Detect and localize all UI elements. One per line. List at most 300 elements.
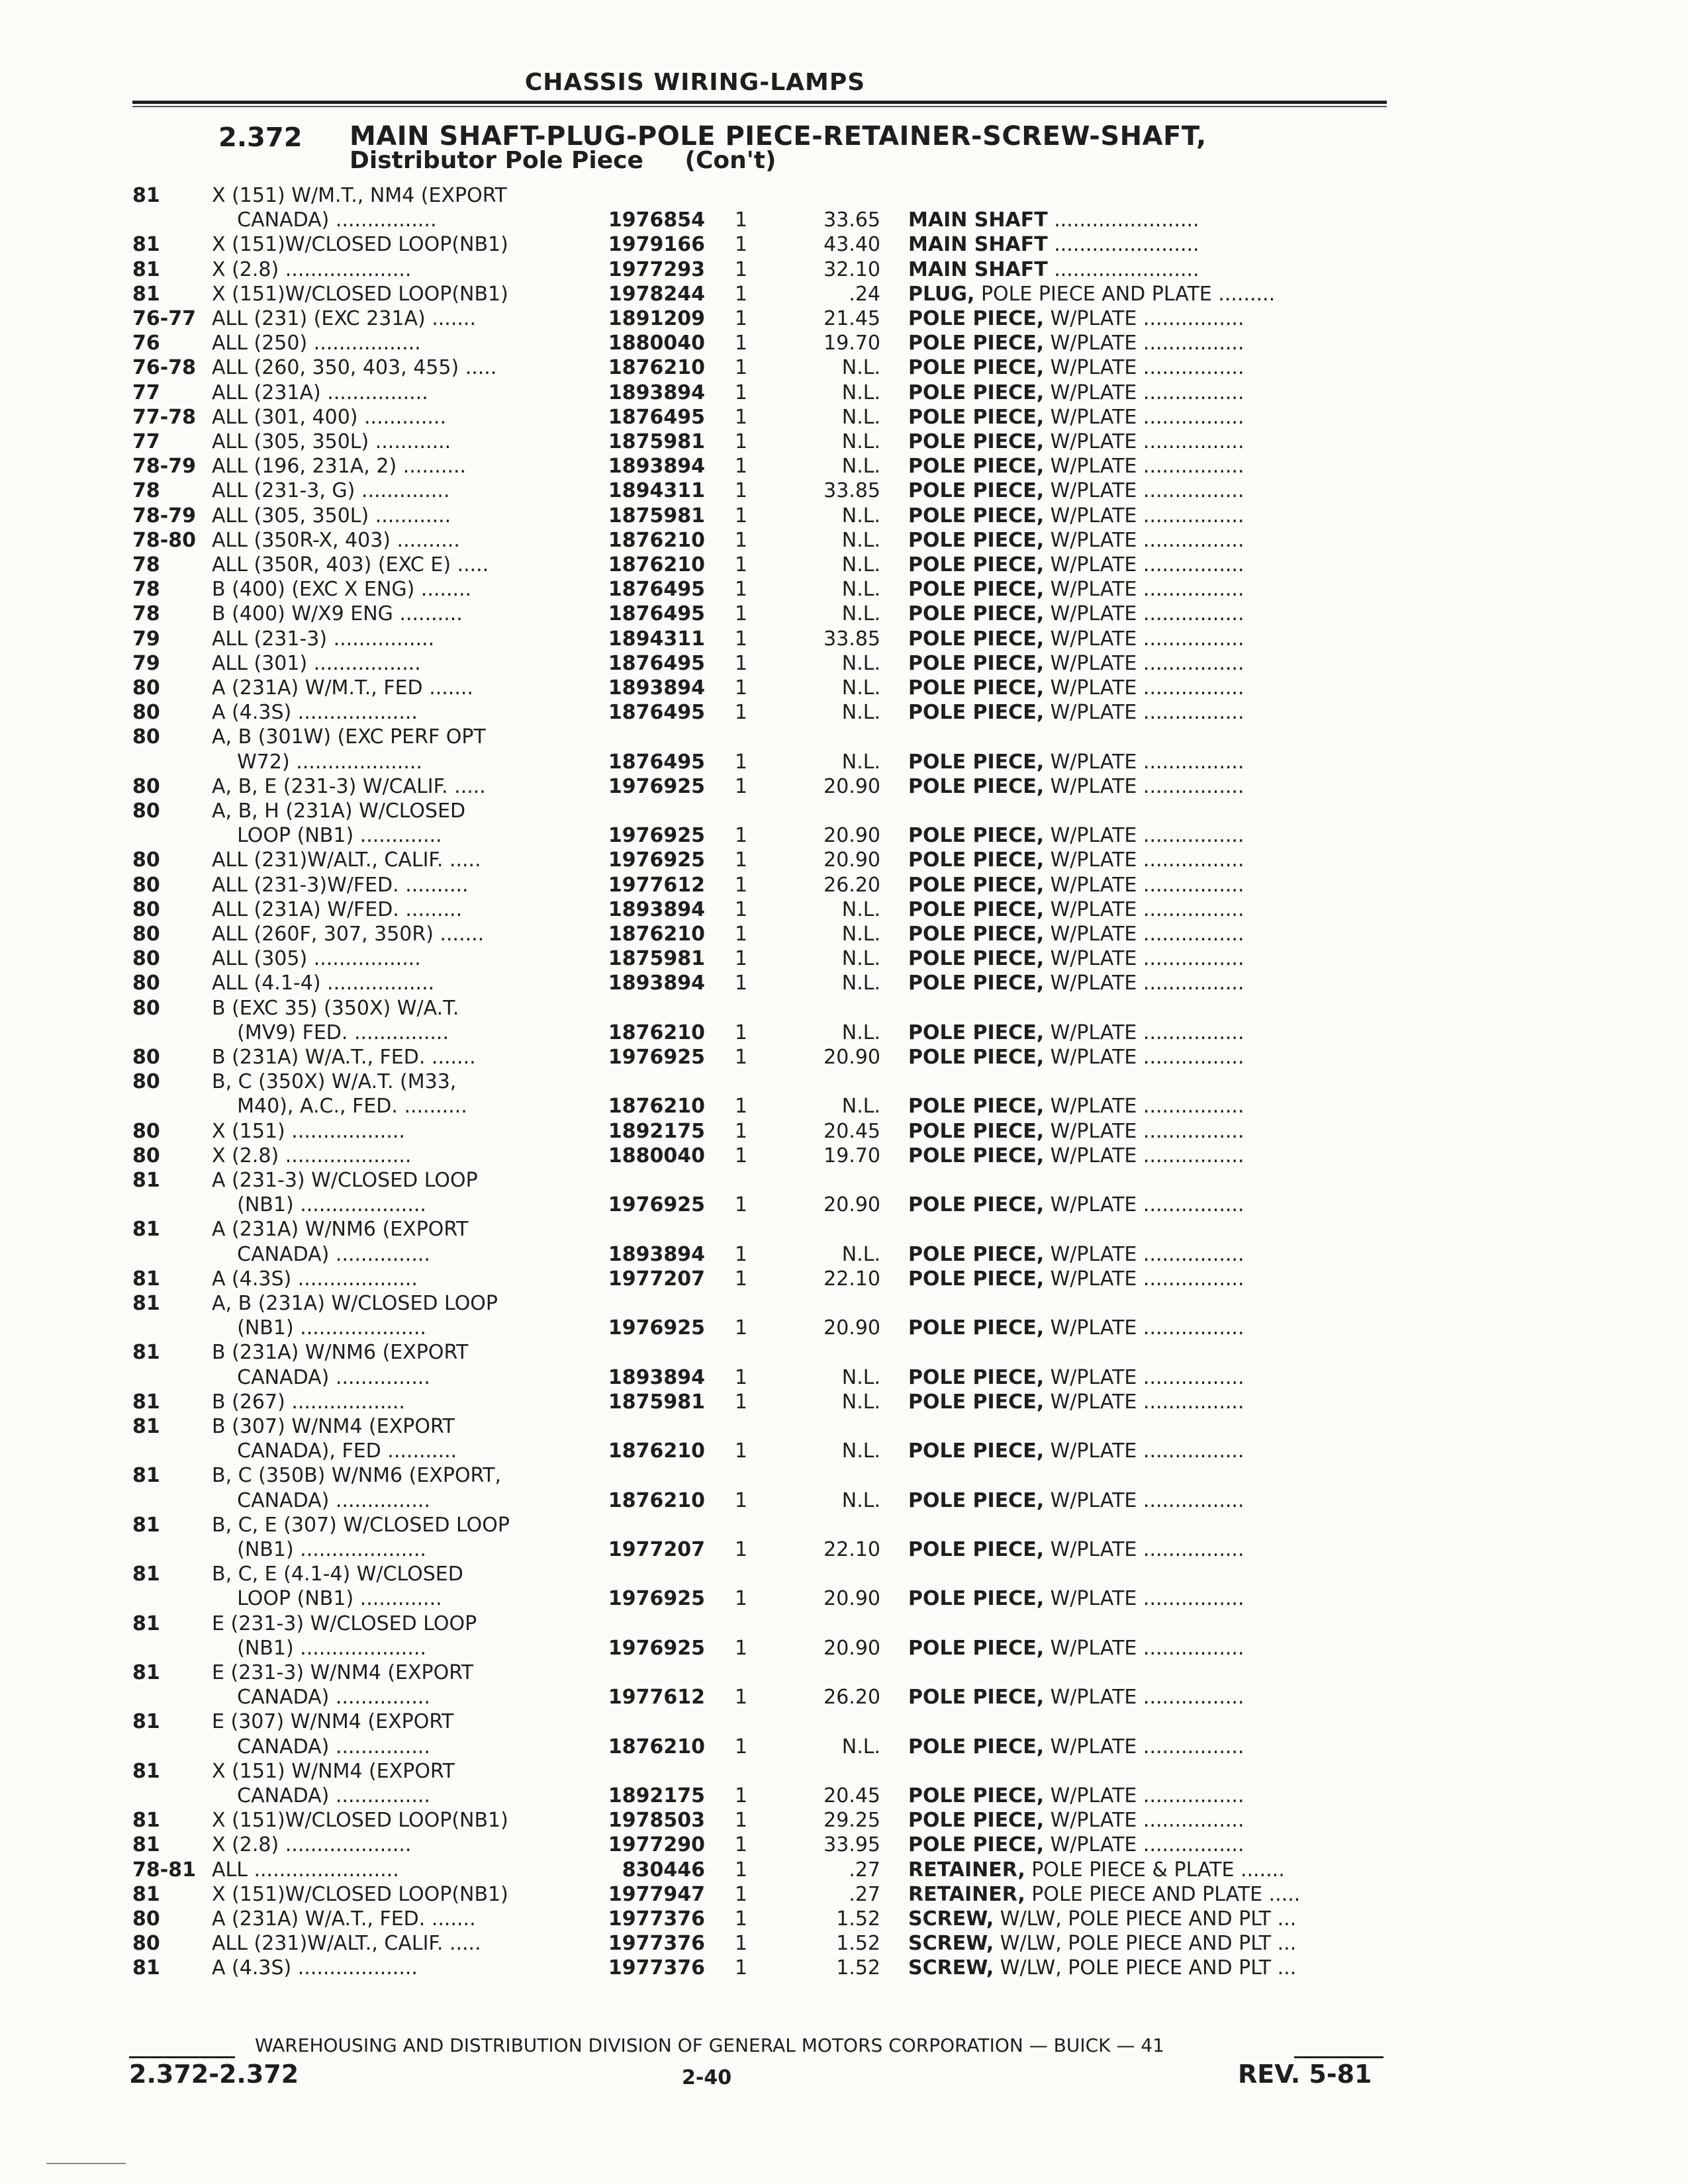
description <box>908 1858 1385 1882</box>
list-item <box>0 528 1688 553</box>
application: B, C (350B) W/NM6 (EXPORT, <box>212 1464 502 1488</box>
description-detail: W/PLATE ................ <box>1044 1144 1244 1167</box>
model-year: 81 <box>132 1169 160 1192</box>
model-year: 81 <box>132 282 160 306</box>
description-detail: W/PLATE ................ <box>1044 774 1244 798</box>
list-item <box>0 355 1688 380</box>
price: 33.65 <box>823 208 880 232</box>
description-name: MAIN SHAFT <box>908 233 1048 257</box>
description-detail: W/PLATE ................ <box>1044 1242 1244 1266</box>
description-name: POLE PIECE, <box>908 553 1045 576</box>
list-item <box>0 996 1688 1021</box>
price: 1.52 <box>836 1956 880 1980</box>
part-number: 1893894 <box>608 676 705 700</box>
description-detail: W/PLATE ................ <box>1044 1833 1244 1857</box>
price: N.L. <box>841 750 880 774</box>
application: A (231-3) W/CLOSED LOOP <box>212 1169 478 1192</box>
description-name: POLE PIECE, <box>908 405 1045 429</box>
description-detail: POLE PIECE AND PLATE ..... <box>1025 1882 1301 1906</box>
part-number: 1976925 <box>608 848 705 872</box>
quantity: 1 <box>735 651 748 675</box>
quantity: 1 <box>735 1932 748 1956</box>
quantity: 1 <box>735 1907 748 1931</box>
description-name: POLE PIECE, <box>908 1242 1045 1266</box>
description-detail: W/PLATE ................ <box>1044 1021 1244 1044</box>
list-item <box>0 676 1688 700</box>
model-year: 81 <box>132 257 160 281</box>
application: W72) .................... <box>212 750 422 774</box>
list-item <box>0 1340 1688 1365</box>
description-detail: W/PLATE ................ <box>1044 701 1244 725</box>
list-item <box>0 1021 1688 1045</box>
section-subtitle: Distributor Pole Piece (Con't) <box>350 147 776 174</box>
description <box>908 331 1385 355</box>
application: B (400) W/X9 ENG .......... <box>212 602 463 626</box>
list-item <box>0 1586 1688 1611</box>
application: B (400) (EXC X ENG) ........ <box>212 578 472 602</box>
description-detail: W/PLATE ................ <box>1044 1587 1244 1611</box>
application: A, B (231A) W/CLOSED LOOP <box>212 1292 498 1315</box>
model-year: 80 <box>132 1070 160 1094</box>
part-number: 1978244 <box>608 282 705 306</box>
price: N.L. <box>841 651 880 675</box>
application: ALL (305, 350L) ............ <box>212 504 451 527</box>
description-detail: W/PLATE ................ <box>1044 1267 1244 1291</box>
application: E (231-3) W/NM4 (EXPORT <box>212 1661 474 1684</box>
list-item <box>0 504 1688 528</box>
model-year: 78-79 <box>132 455 196 478</box>
list-item <box>0 750 1688 774</box>
model-year: 78-79 <box>132 504 196 527</box>
list-item <box>0 1242 1688 1267</box>
description-detail: ....................... <box>1047 233 1199 257</box>
description-detail: W/PLATE ................ <box>1044 381 1244 404</box>
list-item <box>0 971 1688 995</box>
price: 33.85 <box>823 627 880 651</box>
quantity: 1 <box>735 282 748 306</box>
part-number: 1977376 <box>608 1907 705 1931</box>
price: .24 <box>849 282 880 306</box>
part-number: 1893894 <box>608 1365 705 1389</box>
description-name: POLE PIECE, <box>908 479 1045 503</box>
list-item <box>0 1488 1688 1513</box>
list-item <box>0 823 1688 848</box>
description <box>908 1316 1385 1340</box>
price: .27 <box>849 1882 880 1906</box>
application: LOOP (NB1) ............. <box>212 824 442 848</box>
part-number: 1977947 <box>608 1882 705 1906</box>
footer-corporation: WAREHOUSING AND DISTRIBUTION DIVISION OF GENERAL MOTORS CORPORATION — BUICK — 41 <box>255 2034 1164 2056</box>
list-item <box>0 232 1688 257</box>
price: 29.25 <box>823 1809 880 1833</box>
list-item <box>0 454 1688 478</box>
application: X (151)W/CLOSED LOOP(NB1) <box>212 1882 508 1906</box>
description <box>908 1931 1385 1956</box>
list-item <box>0 1513 1688 1537</box>
list-item <box>0 651 1688 676</box>
price: N.L. <box>841 602 880 626</box>
part-number: 1876210 <box>608 1735 705 1758</box>
list-item <box>0 208 1688 232</box>
description <box>908 1956 1385 1980</box>
application: A (231A) W/A.T., FED. ....... <box>212 1907 476 1931</box>
model-year: 80 <box>132 1932 160 1956</box>
description-name: POLE PIECE, <box>908 1809 1045 1833</box>
description <box>908 1242 1385 1267</box>
list-item <box>0 1661 1688 1685</box>
description-name: POLE PIECE, <box>908 1488 1045 1512</box>
application: ALL (250) ................. <box>212 332 421 355</box>
application: M40), A.C., FED. .......... <box>212 1095 467 1118</box>
application: E (231-3) W/CLOSED LOOP <box>212 1612 477 1635</box>
description <box>908 922 1385 946</box>
application: B (307) W/NM4 (EXPORT <box>212 1415 455 1438</box>
description-name: POLE PIECE, <box>908 1095 1045 1118</box>
part-number: 1978503 <box>608 1809 705 1833</box>
quantity: 1 <box>735 824 748 848</box>
description-name: POLE PIECE, <box>908 602 1045 626</box>
description <box>908 1193 1385 1217</box>
list-item <box>0 1463 1688 1488</box>
section-title: MAIN SHAFT-PLUG-POLE PIECE-RETAINER-SCREW-SHAFT, <box>350 121 1207 152</box>
application: X (151)W/CLOSED LOOP(NB1) <box>212 282 508 306</box>
model-year: 81 <box>132 1218 160 1242</box>
price: N.L. <box>841 455 880 478</box>
part-number: 1876495 <box>608 578 705 602</box>
description <box>908 676 1385 700</box>
quantity: 1 <box>735 1365 748 1389</box>
model-year: 80 <box>132 947 160 971</box>
description <box>908 454 1385 478</box>
description-name: POLE PIECE, <box>908 1119 1045 1143</box>
part-number: 1977376 <box>608 1932 705 1956</box>
description-detail: W/LW, POLE PIECE AND PLT ... <box>994 1907 1297 1931</box>
description-detail: W/PLATE ................ <box>1044 553 1244 576</box>
description <box>908 504 1385 528</box>
model-year: 81 <box>132 1513 160 1537</box>
application: X (151) W/M.T., NM4 (EXPORT <box>212 184 507 207</box>
description-detail: W/PLATE ................ <box>1044 923 1244 946</box>
model-year: 80 <box>132 848 160 872</box>
list-item <box>0 306 1688 331</box>
application: X (2.8) .................... <box>212 1144 412 1167</box>
description <box>908 232 1385 257</box>
description <box>908 774 1385 799</box>
description <box>908 1784 1385 1808</box>
model-year: 80 <box>132 1119 160 1143</box>
price: N.L. <box>841 381 880 404</box>
application: ALL (231)W/ALT., CALIF. ..... <box>212 848 481 872</box>
price: N.L. <box>841 676 880 700</box>
application: B (231A) W/A.T., FED. ....... <box>212 1046 476 1069</box>
part-number: 1892175 <box>608 1119 705 1143</box>
application: ALL (231) (EXC 231A) ....... <box>212 307 476 330</box>
price: 20.90 <box>823 848 880 872</box>
application: ALL (301) ................. <box>212 651 421 675</box>
part-number: 1976925 <box>608 1636 705 1660</box>
quantity: 1 <box>735 1858 748 1882</box>
price: N.L. <box>841 1439 880 1463</box>
quantity: 1 <box>735 750 748 774</box>
description-detail: W/PLATE ................ <box>1044 356 1244 380</box>
price: 26.20 <box>823 1686 880 1709</box>
application: A (4.3S) ................... <box>212 701 418 725</box>
application: ALL (231)W/ALT., CALIF. ..... <box>212 1932 481 1956</box>
price: 1.52 <box>836 1932 880 1956</box>
application: A, B, E (231-3) W/CALIF. ..... <box>212 774 486 798</box>
description <box>908 1735 1385 1759</box>
list-item <box>0 700 1688 725</box>
quantity: 1 <box>735 1390 748 1414</box>
description-detail: W/PLATE ................ <box>1044 1686 1244 1709</box>
model-year: 78 <box>132 479 160 503</box>
part-number: 1875981 <box>608 430 705 453</box>
section-number: 2.372 <box>218 122 303 153</box>
description <box>908 1488 1385 1513</box>
list-item <box>0 922 1688 946</box>
description <box>908 1439 1385 1463</box>
application: CANADA) ............... <box>212 1784 430 1807</box>
part-number: 1894311 <box>608 627 705 651</box>
quantity: 1 <box>735 1242 748 1266</box>
price: N.L. <box>841 1488 880 1512</box>
quantity: 1 <box>735 1587 748 1611</box>
part-number: 1876210 <box>608 1021 705 1044</box>
quantity: 1 <box>735 381 748 404</box>
list-item <box>0 381 1688 405</box>
model-year: 80 <box>132 774 160 798</box>
description-name: POLE PIECE, <box>908 873 1045 897</box>
part-number: 1977207 <box>608 1538 705 1561</box>
description-name: POLE PIECE, <box>908 1538 1045 1561</box>
price: N.L. <box>841 405 880 429</box>
part-number: 1876210 <box>608 923 705 946</box>
application: B (EXC 35) (350X) W/A.T. <box>212 996 459 1020</box>
list-item <box>0 282 1688 306</box>
description-name: POLE PIECE, <box>908 651 1045 675</box>
description <box>908 1390 1385 1414</box>
description-name: POLE PIECE, <box>908 1365 1045 1389</box>
model-year: 76-77 <box>132 307 196 330</box>
application: B (231A) W/NM6 (EXPORT <box>212 1341 469 1365</box>
description-name: POLE PIECE, <box>908 1833 1045 1857</box>
application: ALL (231-3, G) .............. <box>212 479 450 503</box>
footer-page-number: 2-40 <box>682 2066 732 2089</box>
price: 26.20 <box>823 873 880 897</box>
list-item <box>0 1119 1688 1144</box>
list-item <box>0 1931 1688 1956</box>
description-name: RETAINER, <box>908 1882 1025 1906</box>
model-year: 80 <box>132 923 160 946</box>
quantity: 1 <box>735 405 748 429</box>
part-number: 1876495 <box>608 405 705 429</box>
price: 22.10 <box>823 1267 880 1291</box>
description-name: POLE PIECE, <box>908 774 1045 798</box>
model-year: 78-81 <box>132 1858 196 1882</box>
application: B, C, E (4.1-4) W/CLOSED <box>212 1563 463 1586</box>
part-number: 1893894 <box>608 897 705 921</box>
application: A (231A) W/NM6 (EXPORT <box>212 1218 469 1242</box>
description-detail: W/PLATE ................ <box>1044 1809 1244 1833</box>
model-year: 81 <box>132 1267 160 1291</box>
description <box>908 355 1385 380</box>
list-item <box>0 1833 1688 1857</box>
price: .27 <box>849 1858 880 1882</box>
part-number: 1976925 <box>608 1046 705 1069</box>
description <box>908 897 1385 922</box>
part-number: 1977293 <box>608 257 705 281</box>
application: (NB1) .................... <box>212 1636 426 1660</box>
description-detail: ....................... <box>1047 257 1199 281</box>
model-year: 81 <box>132 1809 160 1833</box>
list-item <box>0 725 1688 749</box>
model-year: 80 <box>132 1046 160 1069</box>
description-detail: W/LW, POLE PIECE AND PLT ... <box>994 1932 1297 1956</box>
description-name: POLE PIECE, <box>908 923 1045 946</box>
description-name: POLE PIECE, <box>908 897 1045 921</box>
list-item <box>0 183 1688 208</box>
description-name: POLE PIECE, <box>908 750 1045 774</box>
description-name: POLE PIECE, <box>908 381 1045 404</box>
price: 32.10 <box>823 257 880 281</box>
application: ALL (231-3) ................ <box>212 627 435 651</box>
quantity: 1 <box>735 1735 748 1758</box>
description-name: POLE PIECE, <box>908 1735 1045 1758</box>
quantity: 1 <box>735 455 748 478</box>
price: 33.85 <box>823 479 880 503</box>
quantity: 1 <box>735 233 748 257</box>
application: A, B (301W) (EXC PERF OPT <box>212 725 486 749</box>
application: CANADA) ............... <box>212 1686 430 1709</box>
quantity: 1 <box>735 1488 748 1512</box>
part-number: 1891209 <box>608 307 705 330</box>
description <box>908 1144 1385 1168</box>
quantity: 1 <box>735 1784 748 1807</box>
model-year: 81 <box>132 1464 160 1488</box>
description-detail: W/PLATE ................ <box>1044 1390 1244 1414</box>
list-item <box>0 1316 1688 1340</box>
description-detail: W/PLATE ................ <box>1044 1538 1244 1561</box>
application: ALL (231A) W/FED. ......... <box>212 897 463 921</box>
price: N.L. <box>841 947 880 971</box>
list-item <box>0 405 1688 430</box>
price: 20.90 <box>823 824 880 848</box>
description-detail: W/PLATE ................ <box>1044 651 1244 675</box>
list-item <box>0 946 1688 971</box>
description <box>908 651 1385 676</box>
description-detail: W/PLATE ................ <box>1044 627 1244 651</box>
description <box>908 282 1385 306</box>
application: A, B, H (231A) W/CLOSED <box>212 799 466 823</box>
quantity: 1 <box>735 528 748 552</box>
part-number: 1977612 <box>608 873 705 897</box>
description <box>908 700 1385 725</box>
description-name: POLE PIECE, <box>908 701 1045 725</box>
description-detail: W/PLATE ................ <box>1044 332 1244 355</box>
part-number: 1976854 <box>608 208 705 232</box>
application: CANADA) ............... <box>212 1488 430 1512</box>
part-number: 1893894 <box>608 381 705 404</box>
model-year: 81 <box>132 1661 160 1684</box>
description <box>908 1537 1385 1562</box>
list-item <box>0 1808 1688 1833</box>
part-number: 1875981 <box>608 947 705 971</box>
list-item <box>0 1907 1688 1931</box>
description <box>908 971 1385 995</box>
model-year: 81 <box>132 1833 160 1857</box>
description <box>908 577 1385 602</box>
list-item <box>0 1069 1688 1094</box>
list-item <box>0 873 1688 897</box>
description <box>908 750 1385 774</box>
list-item <box>0 1759 1688 1784</box>
quantity: 1 <box>735 356 748 380</box>
model-year: 78 <box>132 553 160 576</box>
part-number: 1977376 <box>608 1956 705 1980</box>
description-detail: W/PLATE ................ <box>1044 479 1244 503</box>
description-detail: W/PLATE ................ <box>1044 1046 1244 1069</box>
list-item <box>0 1735 1688 1759</box>
application: (NB1) .................... <box>212 1193 426 1217</box>
price: 20.90 <box>823 1046 880 1069</box>
description-detail: W/PLATE ................ <box>1044 1119 1244 1143</box>
description-name: POLE PIECE, <box>908 676 1045 700</box>
list-item <box>0 1414 1688 1439</box>
quantity: 1 <box>735 676 748 700</box>
quantity: 1 <box>735 504 748 527</box>
model-year: 81 <box>132 1759 160 1783</box>
description <box>908 381 1385 405</box>
description-detail: W/LW, POLE PIECE AND PLT ... <box>994 1956 1297 1980</box>
price: N.L. <box>841 578 880 602</box>
description-name: POLE PIECE, <box>908 1316 1045 1340</box>
model-year: 79 <box>132 627 160 651</box>
part-number: 1979166 <box>608 233 705 257</box>
description-name: PLUG, <box>908 282 975 306</box>
description-detail: W/PLATE ................ <box>1044 405 1244 429</box>
description-detail: W/PLATE ................ <box>1044 676 1244 700</box>
model-year: 77-78 <box>132 405 196 429</box>
description <box>908 208 1385 232</box>
application: X (2.8) .................... <box>212 1833 412 1857</box>
page-header-title: CHASSIS WIRING-LAMPS <box>524 69 866 96</box>
list-item <box>0 1390 1688 1414</box>
description-name: POLE PIECE, <box>908 848 1045 872</box>
description-name: POLE PIECE, <box>908 1193 1045 1217</box>
application: A (4.3S) ................... <box>212 1956 418 1980</box>
description-name: POLE PIECE, <box>908 578 1045 602</box>
price: N.L. <box>841 972 880 995</box>
description <box>908 873 1385 897</box>
part-number: 1894311 <box>608 479 705 503</box>
description-name: POLE PIECE, <box>908 1784 1045 1807</box>
footer-rule-left <box>129 2056 235 2058</box>
description-detail: W/PLATE ................ <box>1044 528 1244 552</box>
description-detail: W/PLATE ................ <box>1044 504 1244 527</box>
description-detail: W/PLATE ................ <box>1044 430 1244 453</box>
description-detail: W/PLATE ................ <box>1044 947 1244 971</box>
model-year: 81 <box>132 1612 160 1635</box>
footer-section-range: 2.372-2.372 <box>129 2060 299 2089</box>
description-name: POLE PIECE, <box>908 332 1045 355</box>
model-year: 80 <box>132 1907 160 1931</box>
price: 1.52 <box>836 1907 880 1931</box>
quantity: 1 <box>735 1538 748 1561</box>
list-item <box>0 1858 1688 1882</box>
description-detail: W/PLATE ................ <box>1044 972 1244 995</box>
description-name: POLE PIECE, <box>908 1636 1045 1660</box>
price: 20.90 <box>823 1316 880 1340</box>
